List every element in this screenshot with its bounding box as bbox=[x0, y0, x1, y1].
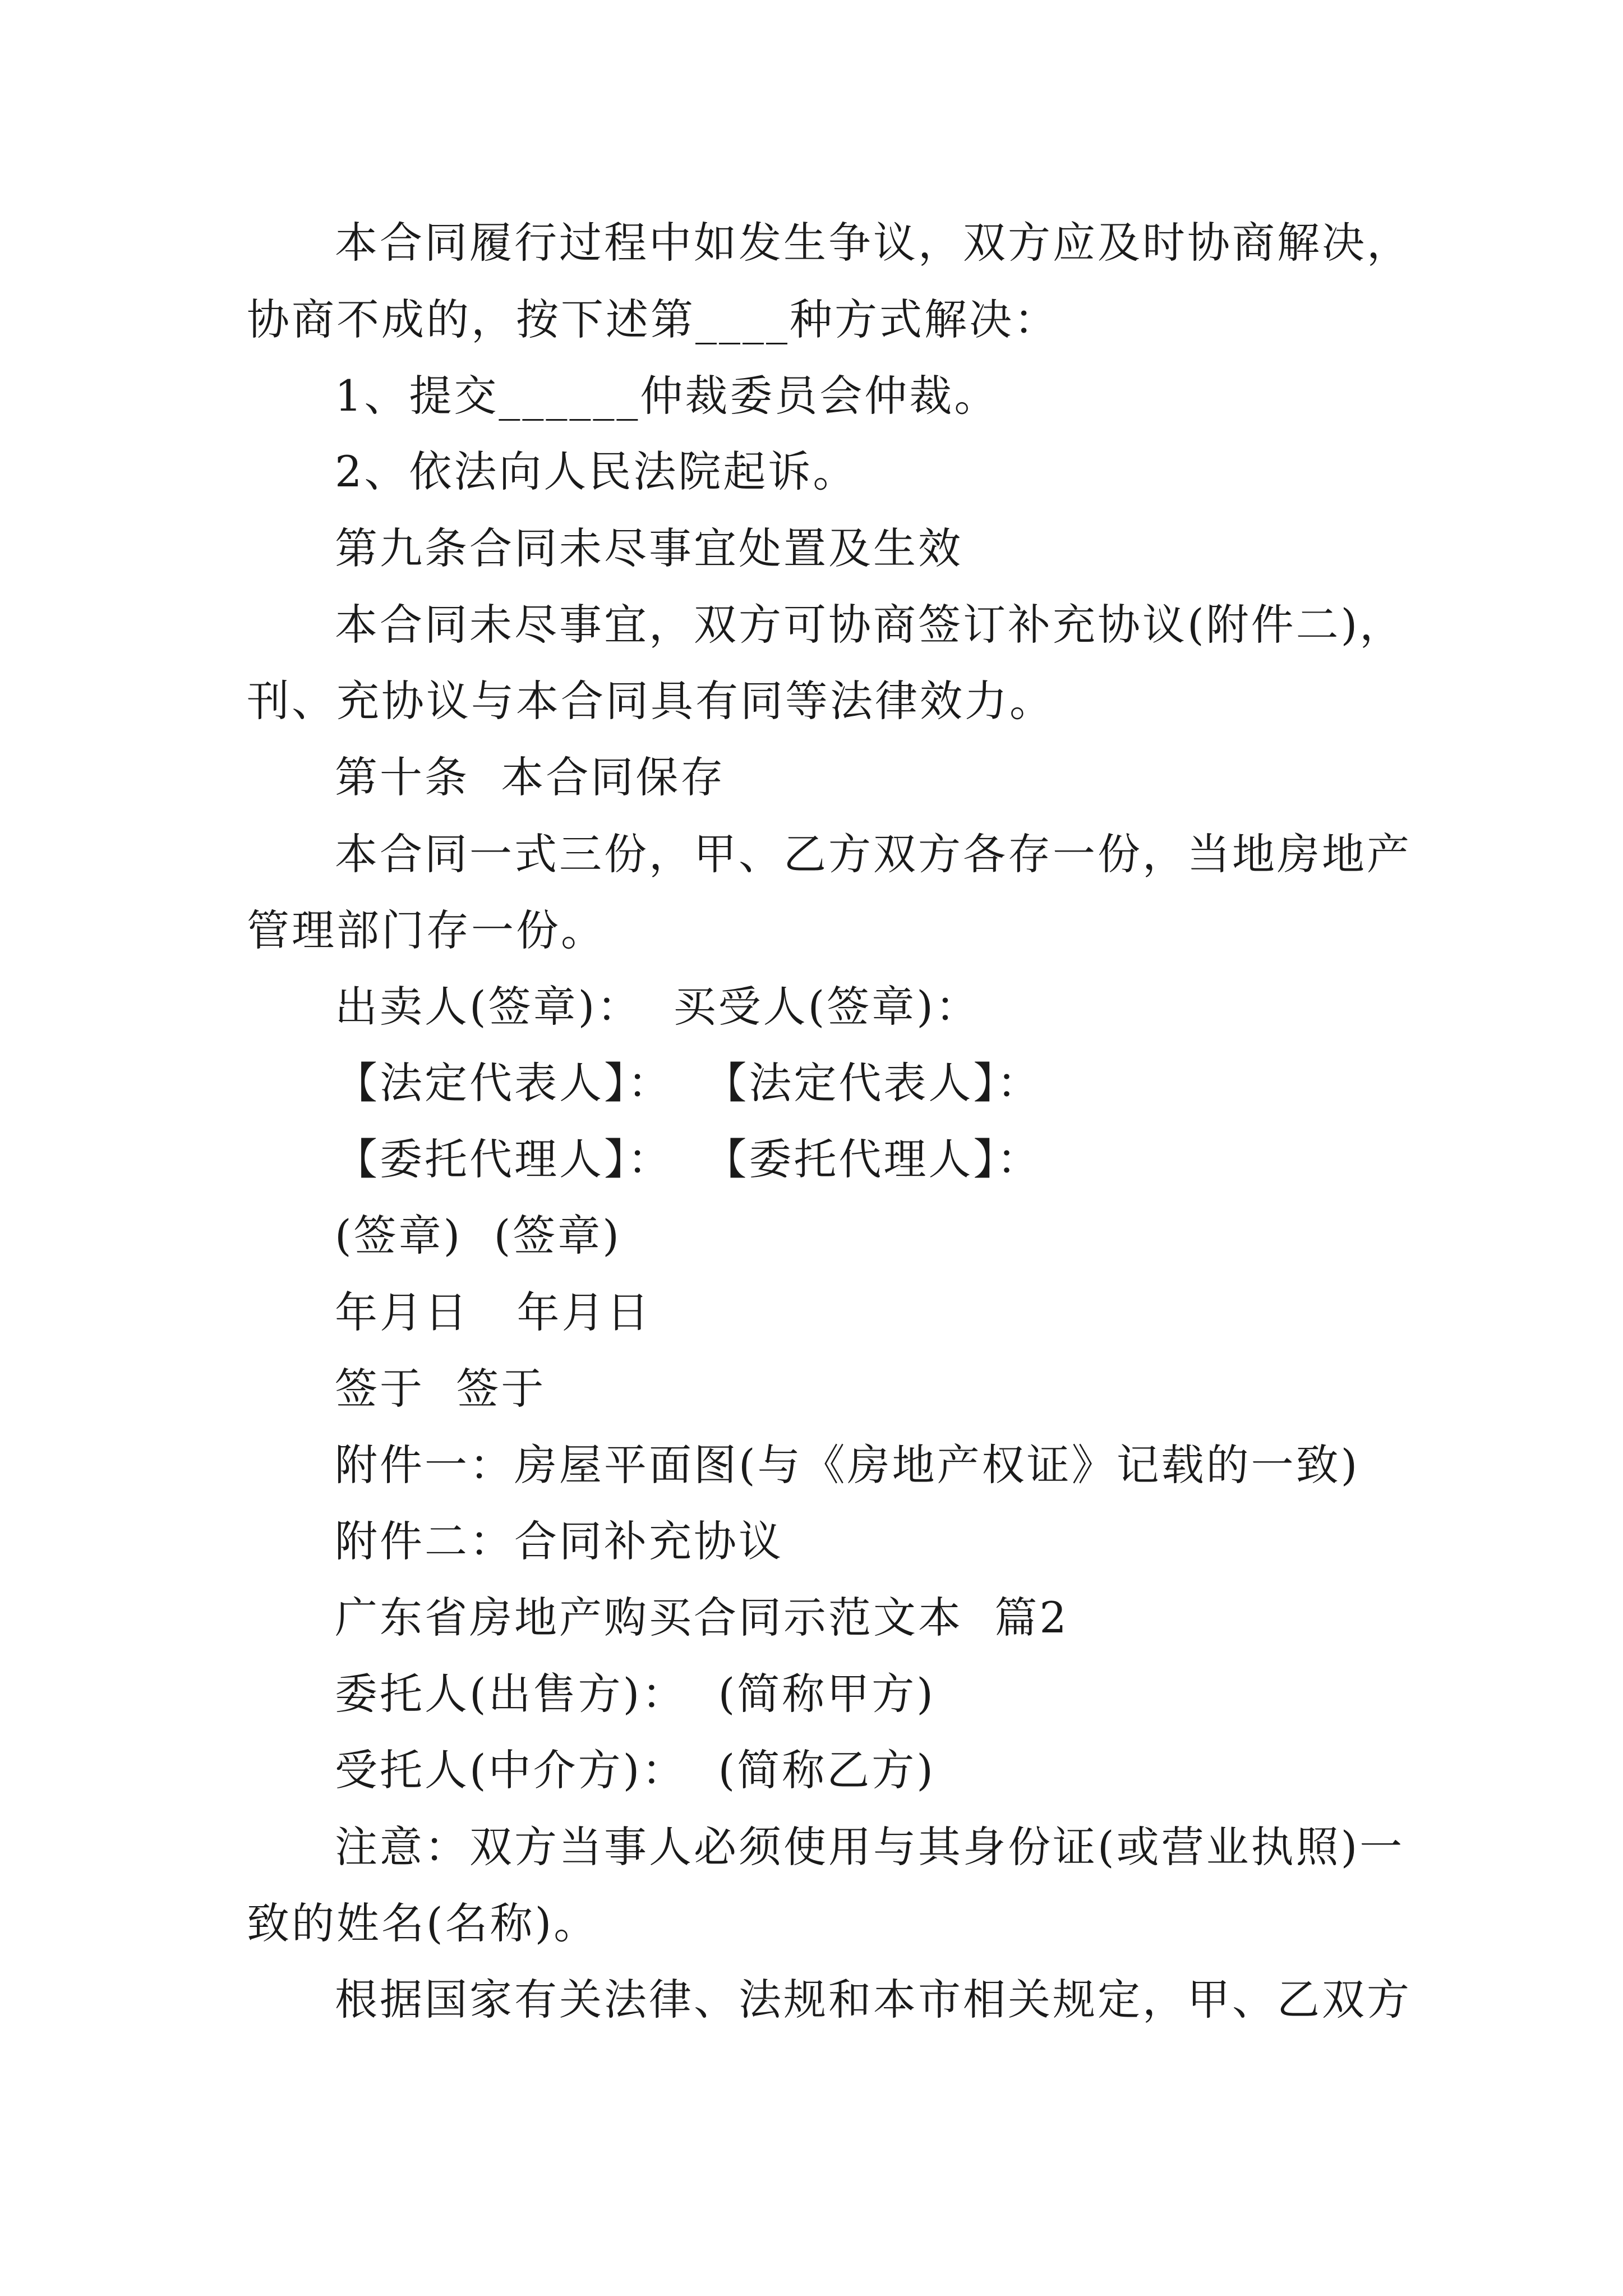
signature-legal-rep: 【法定代表人】： 【法定代表人】： bbox=[335, 1058, 1042, 1108]
signature-date: 年月日 年月日 bbox=[335, 1287, 652, 1337]
attachment-two: 附件二：合同补充协议 bbox=[335, 1516, 783, 1566]
paragraph-copies-line1: 本合同一式三份，甲、乙方双方各存一份，当地房地产 bbox=[335, 829, 1412, 879]
paragraph-basis-line1: 根据国家有关法律、法规和本市相关规定，甲、乙双方 bbox=[335, 1975, 1412, 2024]
notice-line2: 致的姓名(名称)。 bbox=[247, 1898, 599, 1948]
party-consignor: 委托人(出售方)： (简称甲方) bbox=[335, 1669, 935, 1719]
signature-agent: 【委托代理人】： 【委托代理人】： bbox=[335, 1134, 1042, 1184]
option-arbitration: 1、提交______仲裁委员会仲裁。 bbox=[335, 371, 999, 421]
option-court: 2、依法向人民法院起诉。 bbox=[335, 447, 858, 496]
paragraph-supplement-line2: 刊、充协议与本合同具有同等法律效力。 bbox=[247, 676, 1054, 726]
signature-seller-buyer: 出卖人(签章)： 买受人(签章)： bbox=[335, 982, 980, 1032]
attachment-one: 附件一：房屋平面图(与《房地产权证》记载的一致) bbox=[335, 1440, 1360, 1490]
paragraph-supplement-line1: 本合同未尽事宜，双方可协商签订补充协议(附件二)， bbox=[335, 600, 1405, 650]
article-ten-heading: 第十条 本合同保存 bbox=[335, 752, 726, 802]
notice-line1: 注意：双方当事人必须使用与其身份证(或营业执照)一 bbox=[335, 1822, 1405, 1872]
article-nine-heading: 第九条合同未尽事宜处置及生效 bbox=[335, 523, 963, 573]
section-title-part2: 广东省房地产购买合同示范文本 篇2 bbox=[335, 1593, 1069, 1642]
signature-place: 签于 签于 bbox=[335, 1364, 546, 1414]
signature-seal: (签章) (签章) bbox=[335, 1211, 621, 1260]
paragraph-dispute-line2: 协商不成的，按下述第____种方式解决： bbox=[247, 295, 1059, 344]
paragraph-dispute-line1: 本合同履行过程中如发生争议，双方应及时协商解决， bbox=[335, 218, 1412, 268]
party-agent: 受托人(中介方)： (简称乙方) bbox=[335, 1745, 935, 1795]
paragraph-copies-line2: 管理部门存一份。 bbox=[247, 905, 606, 955]
